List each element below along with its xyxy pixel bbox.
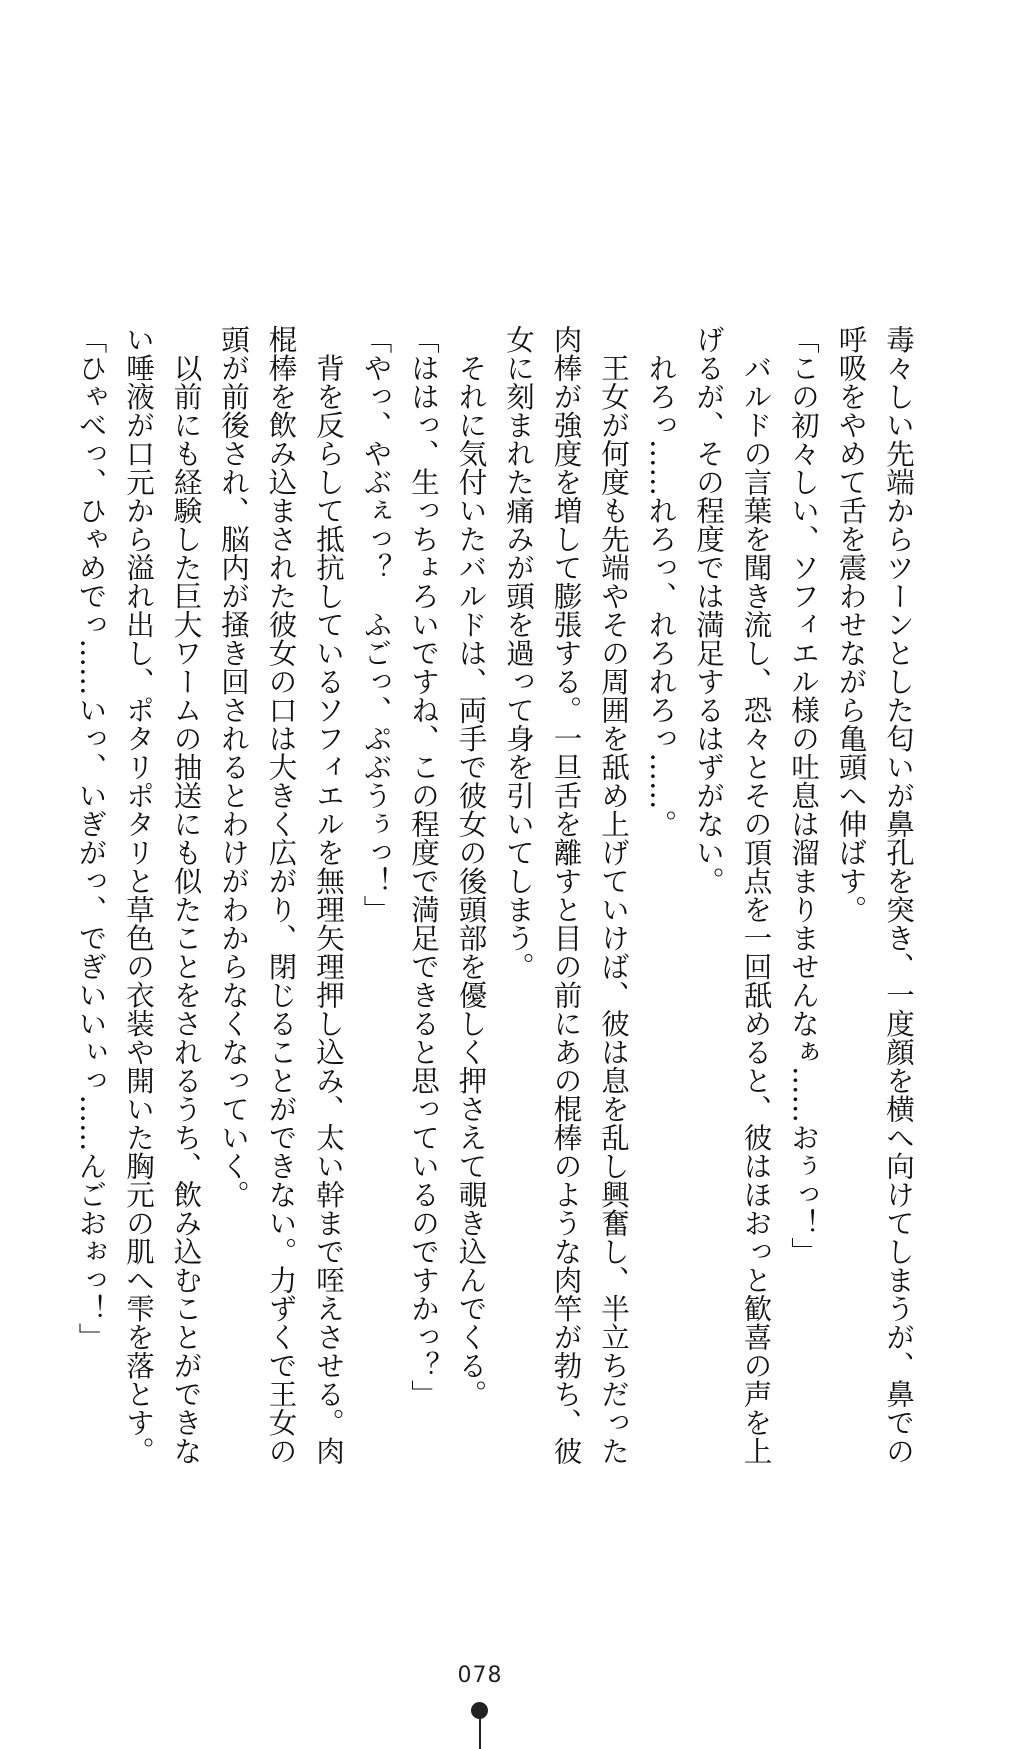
text-line: れろっ……れろっ、れろれろっ……。 xyxy=(644,325,678,838)
vertical-text-body xyxy=(67,325,922,1465)
text-line: げるが、その程度では満足するはずがない。 xyxy=(692,325,725,895)
text-line: 以前にも経験した巨大ワームの抽送にも似たことをされるうち、飲み込むことができな xyxy=(169,325,203,1465)
text-line: 棍棒を飲み込まされた彼女の口は大きく広がり、閉じることができない。力ずくで王女の xyxy=(264,325,298,1465)
text-line: 王女が何度も先端やその周囲を舐め上げていけば、彼は息を乱し興奮し、半立ちだった xyxy=(597,325,630,1465)
text-line: い唾液が口元から溢れ出し、ポタリポタリと草色の衣装や開いた胸元の肌へ雫を落とす。 xyxy=(122,325,155,1465)
text-line: 背を反らして抵抗しているソフィエルを無理矢理押し込み、太い幹まで咥えさせる。肉 xyxy=(312,325,345,1465)
text-line: 呼吸をやめて舌を震わせながら亀頭へ伸ばす。 xyxy=(834,325,868,924)
text-line: バルドの言葉を聞き流し、恐々とその頂点を一回舐めると、彼はほおっと歓喜の声を上 xyxy=(739,325,773,1465)
page-marker-line xyxy=(479,1716,481,1749)
text-line: 肉棒が強度を増して膨張する。一旦舌を離すと目の前にあの棍棒のような肉竿が勃ち、彼 xyxy=(549,325,583,1465)
text-line: それに気付いたバルドは、両手で彼女の後頭部を優しく押さえて覗き込んでくる。 xyxy=(454,325,488,1408)
text-line: 「ははっ、生っちょろいですね、この程度で満足できると思っているのですかっ？」 xyxy=(407,325,440,1408)
text-line: 「この初々しい、ソフィエル様の吐息は溜まりませんなぁ……おぅっ！」 xyxy=(787,325,820,1266)
text-line: 「ひゃべっ、ひゃめでっ……いっ、いぎがっ、でぎいいぃっ……んごおぉっ！」 xyxy=(74,325,108,1351)
text-line: 頭が前後され、脳内が掻き回されるとわけがわからなくなっていく。 xyxy=(217,325,250,1209)
text-line: 「やっ、やぶぇっ？ ふごっ、ぷぶうぅっ！」 xyxy=(359,325,393,924)
page-number: 078 xyxy=(457,1663,503,1688)
text-line: 女に刻まれた痛みが頭を過って身を引いてしまう。 xyxy=(502,325,535,981)
text-line: 毒々しい先端からツーンとした匂いが鼻孔を突き、一度顔を横へ向けてしまうが、鼻での xyxy=(882,325,915,1465)
